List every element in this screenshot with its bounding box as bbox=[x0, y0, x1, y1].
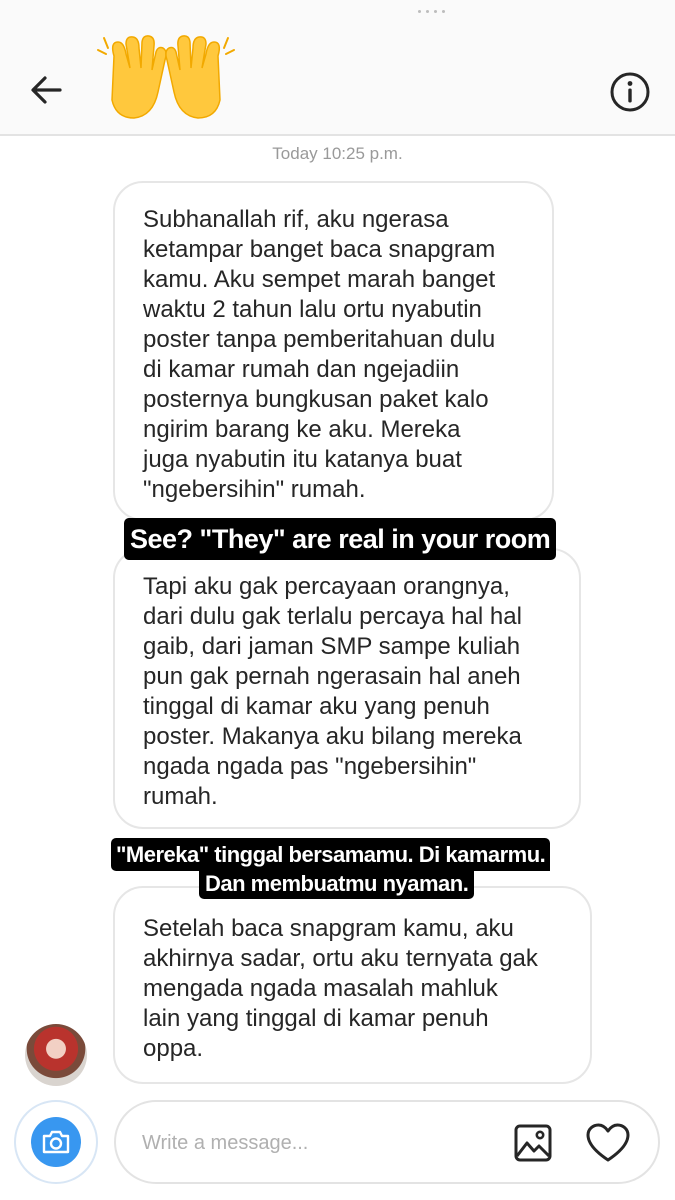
message-input[interactable] bbox=[142, 1124, 502, 1162]
message-composer bbox=[114, 1100, 660, 1184]
sender-avatar[interactable] bbox=[25, 1024, 87, 1086]
info-circle-icon bbox=[609, 71, 651, 113]
message-timestamp: Today 10:25 p.m. bbox=[272, 144, 403, 163]
heart-icon bbox=[585, 1122, 631, 1164]
caption-overlay-2-line1: "Mereka" tinggal bersamamu. Di kamarmu. bbox=[111, 838, 550, 871]
caption-overlay-1: See? "They" are real in your room bbox=[124, 518, 556, 560]
raised-hands-emoji bbox=[96, 34, 236, 124]
camera-icon bbox=[41, 1129, 71, 1155]
gallery-button[interactable] bbox=[510, 1120, 556, 1166]
message-bubble-2[interactable]: Tapi aku gak percayaan orangnya, dari dulu gak terlalu percaya hal hal gaib, dari jaman SMP sampe kuliah pun gak pernah ngerasain hal aneh tinggal di kamar aku yang penuh poster. Makanya aku bilang mereka ngada ngada pas "ngebersihin" rumah. bbox=[113, 548, 581, 829]
caption-overlay-2-line2: Dan membuatmu nyaman. bbox=[199, 869, 474, 899]
chat-header bbox=[0, 0, 675, 136]
message-bubble-3[interactable]: Setelah baca snapgram kamu, aku akhirnya sadar, ortu aku ternyata gak mengada ngada masalah mahluk lain yang tinggal di kamar penuh oppa. bbox=[113, 886, 592, 1084]
image-gallery-icon bbox=[513, 1123, 553, 1163]
back-button[interactable] bbox=[22, 66, 70, 114]
message-bubble-1[interactable]: Subhanallah rif, aku ngerasa ketampar banget baca snapgram kamu. Aku sempet marah banget waktu 2 tahun lalu ortu nyabutin poster tanpa pemberitahuan dulu di kamar rumah dan ngejadiin posternya bungkusan paket kalo ngirim barang ke aku. Mereka juga nyabutin itu katanya buat "ngebersihin" rumah. bbox=[113, 181, 554, 521]
arrow-left-icon bbox=[28, 72, 64, 108]
info-button[interactable] bbox=[606, 68, 654, 116]
like-button[interactable] bbox=[582, 1118, 634, 1168]
camera-button[interactable] bbox=[14, 1100, 98, 1184]
status-dots bbox=[418, 10, 458, 14]
